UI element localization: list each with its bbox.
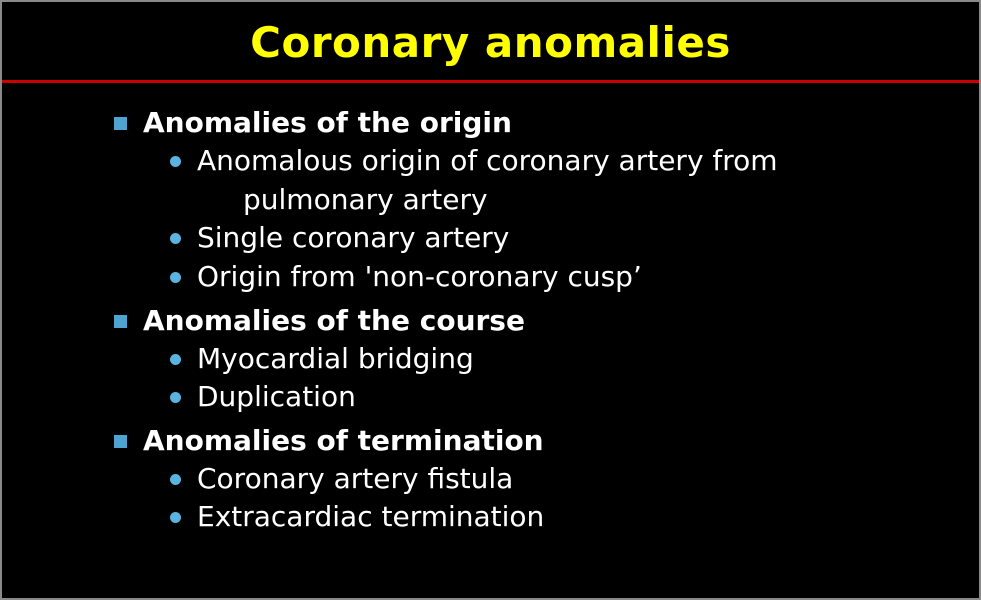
dot-bullet-icon bbox=[170, 512, 181, 523]
list-item bbox=[22, 498, 959, 537]
dot-bullet-icon bbox=[170, 156, 181, 167]
slide-title-area bbox=[2, 2, 979, 66]
section-heading: Anomalies of the origin bbox=[143, 106, 512, 140]
slide-content bbox=[2, 83, 979, 537]
dot-bullet-icon bbox=[170, 474, 181, 485]
section-origin bbox=[22, 105, 959, 296]
dot-bullet-icon bbox=[170, 392, 181, 403]
page-title: Coronary anomalies bbox=[250, 18, 731, 67]
square-bullet-icon bbox=[114, 315, 127, 328]
dot-bullet-icon bbox=[170, 233, 181, 244]
square-bullet-icon bbox=[114, 435, 127, 448]
list-item-text: Duplication bbox=[197, 380, 356, 414]
section-heading-row bbox=[22, 105, 959, 142]
section-heading: Anomalies of termination bbox=[143, 423, 544, 457]
section-heading: Anomalies of the course bbox=[143, 303, 525, 337]
list-item bbox=[22, 219, 959, 258]
dot-bullet-icon bbox=[170, 354, 181, 365]
section-heading-row bbox=[22, 303, 959, 340]
list-item-text: Origin from 'non-coronary cusp’ bbox=[197, 260, 642, 294]
list-item bbox=[22, 258, 959, 297]
list-item-text: Coronary artery fistula bbox=[197, 461, 514, 495]
list-item-text: Myocardial bridging bbox=[197, 341, 474, 375]
list-item bbox=[22, 142, 959, 219]
list-item-text: Extracardiac termination bbox=[197, 500, 545, 534]
list-item-text: Single coronary artery bbox=[197, 221, 510, 255]
section-course bbox=[22, 303, 959, 417]
section-termination bbox=[22, 423, 959, 537]
list-item bbox=[22, 460, 959, 499]
list-item bbox=[22, 378, 959, 417]
square-bullet-icon bbox=[114, 117, 127, 130]
section-heading-row bbox=[22, 423, 959, 460]
list-item bbox=[22, 340, 959, 379]
dot-bullet-icon bbox=[170, 272, 181, 283]
list-item-text: Anomalous origin of coronary artery from pulmonary artery bbox=[197, 144, 778, 216]
